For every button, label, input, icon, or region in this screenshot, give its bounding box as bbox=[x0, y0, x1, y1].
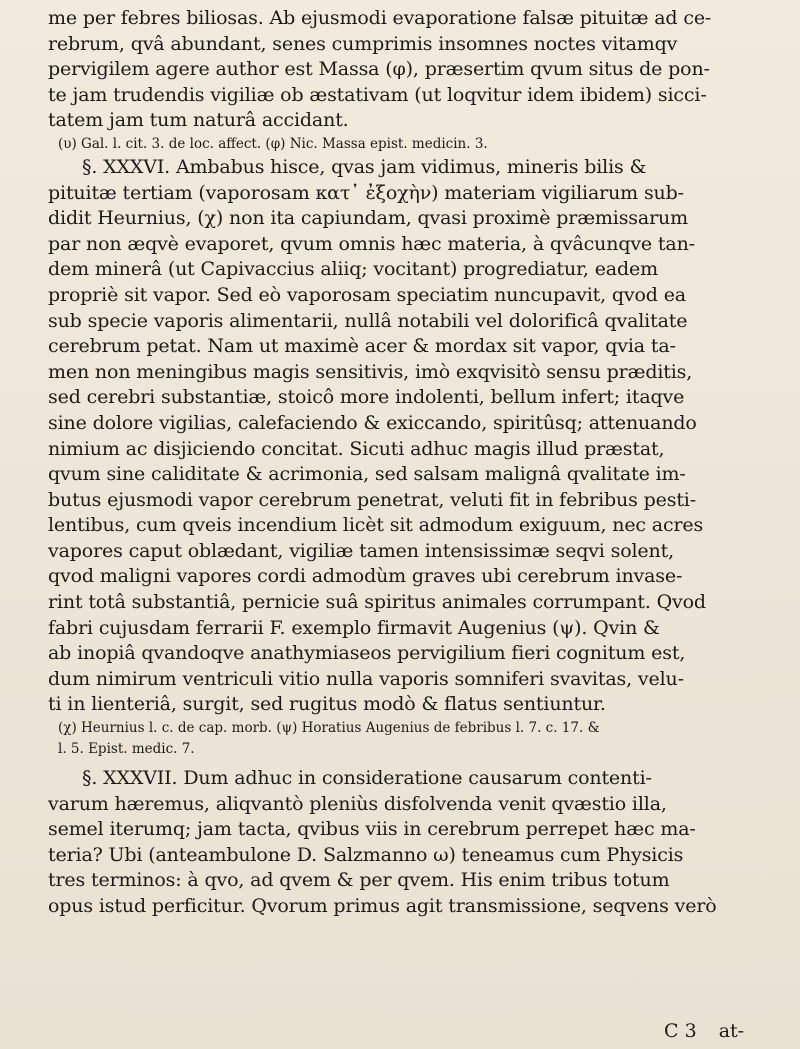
footnote: (υ) Gal. l. cit. 3. de loc. affect. (φ) Nic. Massa epist. medicin. 3. bbox=[58, 135, 488, 152]
text-line: lentibus, cum qveis incendium licèt sit admodum exiguum, nec acres bbox=[48, 514, 704, 537]
text-line: fabri cujusdam ferrarii F. exemplo firmavit Augenius (ψ). Qvin & bbox=[48, 616, 660, 639]
text-line: tatem jam tum naturâ accidant. bbox=[48, 109, 349, 132]
text-line: pervigilem agere author est Massa (φ), præsertim qvum situs de pon- bbox=[48, 58, 710, 81]
text-line: varum hæremus, aliqvantò pleniùs disfolvenda venit qvæstio illa, bbox=[48, 792, 667, 815]
text-line: qvod maligni vapores cordi admodùm graves ubi cerebrum invase- bbox=[48, 565, 683, 588]
section-36-heading-line: §. XXXVI. Ambabus hisce, qvas jam vidimus, mineris bilis & bbox=[82, 155, 647, 178]
text-line: sed cerebri substantiæ, stoicô more indolenti, bellum infert; itaqve bbox=[48, 386, 685, 409]
footnote: l. 5. Epist. medic. 7. bbox=[58, 741, 195, 758]
signature-mark: C 3 bbox=[664, 1020, 697, 1042]
page-footer bbox=[664, 1018, 760, 1044]
text-line: sine dolore vigilias, calefaciendo & exiccando, spiritûsq; attenuando bbox=[48, 411, 697, 434]
text-line: vapores caput oblædant, vigiliæ tamen intensissimæ seqvi solent, bbox=[48, 539, 674, 562]
text-line: men non meningibus magis sensitivis, imò exqvisitò sensu præditis, bbox=[48, 360, 693, 383]
text-line: par non æqvè evaporet, qvum omnis hæc materia, à qvâcunqve tan- bbox=[48, 232, 695, 255]
text-line: butus ejusmodi vapor cerebrum penetrat, veluti fit in febribus pesti- bbox=[48, 488, 697, 511]
text-line: rint totâ substantiâ, pernicie suâ spiritus animales corrumpant. Qvod bbox=[48, 591, 706, 614]
text-line: ab inopiâ qvandoqve anathymiaseos pervigilium fieri cognitum est, bbox=[48, 642, 686, 665]
catchword: at- bbox=[718, 1020, 745, 1042]
text-line: cerebrum petat. Nam ut maximè acer & mordax sit vapor, qvia ta- bbox=[48, 335, 676, 358]
section-37-heading-line: §. XXXVII. Dum adhuc in consideratione causarum contenti- bbox=[82, 767, 652, 790]
text-line: dum nimirum ventriculi vitio nulla vaporis somniferi svavitas, velu- bbox=[48, 667, 684, 690]
text-line: semel iterumq; jam tacta, qvibus viis in cerebrum perrepet hæc ma- bbox=[48, 818, 696, 841]
text-line: pituitæ tertiam (vaporosam κατ᾽ ἐξοχὴν) materiam vigiliarum sub- bbox=[48, 181, 684, 204]
text-line: opus istud perficitur. Qvorum primus agit transmissione, seqvens verò bbox=[48, 895, 717, 917]
text-line: tres terminos: à qvo, ad qvem & per qvem. His enim tribus totum bbox=[48, 869, 670, 892]
text-line: dem minerâ (ut Capivaccius aliiq; vocitant) progrediatur, eadem bbox=[48, 258, 658, 281]
text-line: propriè sit vapor. Sed eò vaporosam speciatim nuncupavit, qvod ea bbox=[48, 283, 686, 306]
text-column bbox=[48, 6, 760, 920]
text-line: nimium ac disjiciendo concitat. Sicuti adhuc magis illud præstat, bbox=[48, 437, 665, 460]
text-line: qvum sine caliditate & acrimonia, sed salsam malignâ qvalitate im- bbox=[48, 463, 686, 486]
text-line: te jam trudendis vigiliæ ob æstativam (ut loqvitur idem ibidem) sicci- bbox=[48, 83, 707, 106]
text-line: me per febres biliosas. Ab ejusmodi evaporatione falsæ pituitæ ad ce- bbox=[48, 7, 712, 29]
text-line: rebrum, qvâ abundant, senes cumprimis insomnes noctes vitamqv bbox=[48, 32, 678, 55]
text-line: sub specie vaporis alimentarii, nullâ notabili vel dolorificâ qvalitate bbox=[48, 309, 688, 332]
text-line: didit Heurnius, (χ) non ita capiundam, qvasi proximè præmissarum bbox=[48, 207, 688, 230]
footnote: (χ) Heurnius l. c. de cap. morb. (ψ) Horatius Augenius de febribus l. 7. c. 17. & bbox=[58, 720, 600, 737]
text-line: teria? Ubi (anteambulone D. Salzmanno ω) teneamus cum Physicis bbox=[48, 843, 684, 866]
text-line: ti in lienteriâ, surgit, sed rugitus modò & flatus sentiuntur. bbox=[48, 693, 606, 716]
